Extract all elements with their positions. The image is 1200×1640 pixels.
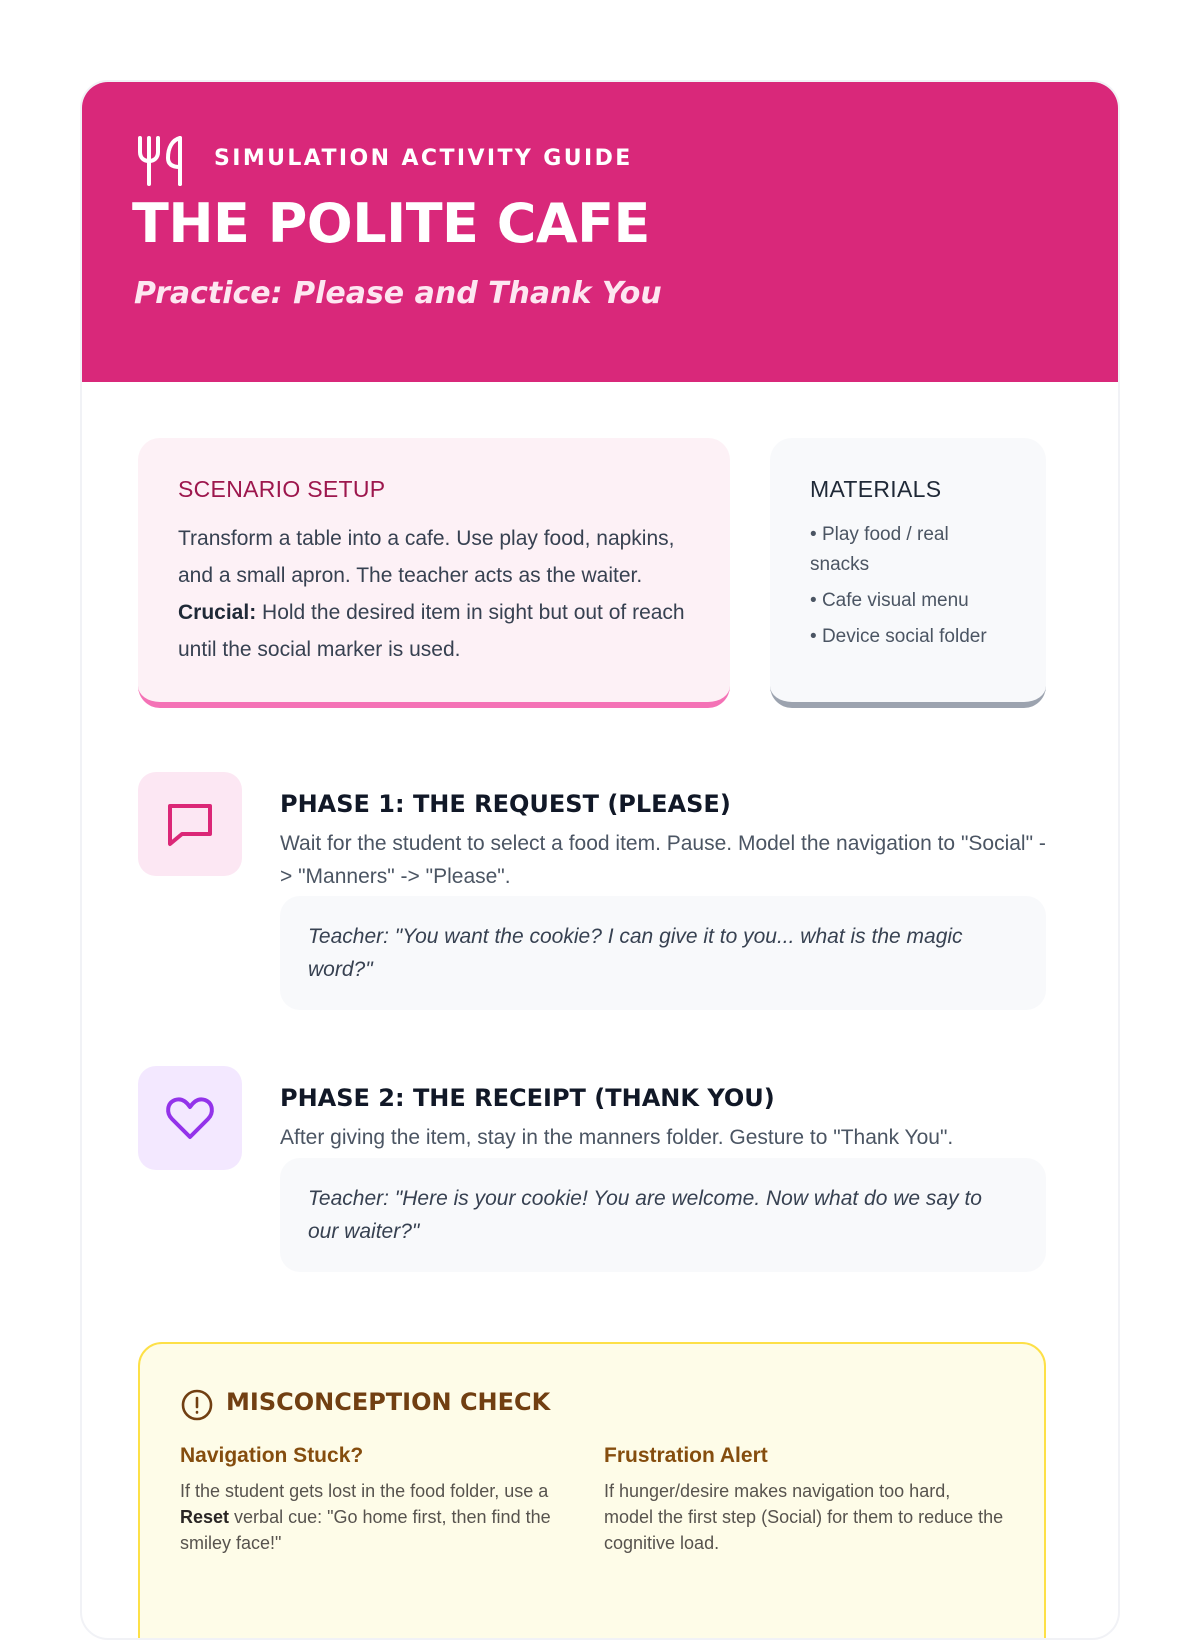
frustration-alert-text: If hunger/desire makes navigation too hard, model the first step (Social) for them to reduce the cognitive load. (604, 1481, 1004, 1553)
phase-1-teacher-quote: Teacher: "You want the cookie? I can give it to you... what is the magic word?" (280, 896, 1046, 1010)
materials-item: • Device social folder (810, 622, 1010, 652)
phase-1-icon-tile (138, 772, 242, 876)
setup-text-part: Transform a table into a cafe. Use play food, napkins, and a small apron. The teacher acts as the waiter. (178, 527, 675, 587)
phase-1-title: PHASE 1: THE REQUEST (PLEASE) (280, 790, 731, 818)
materials-heading: MATERIALS (810, 476, 942, 502)
tip-text-part: verbal cue: "Go home first, then find the smiley face!" (180, 1507, 551, 1553)
page-title: THE POLITE CAFE (132, 192, 650, 255)
navigation-stuck-text (180, 1478, 580, 1556)
materials-list (810, 520, 1010, 658)
setup-text-part: Hold the desired item in sight but out of reach until the social marker is used. (178, 601, 685, 661)
phase-2-description: After giving the item, stay in the manners folder. Gesture to "Thank You". (280, 1126, 954, 1149)
heart-icon (164, 1092, 216, 1144)
materials-item: • Play food / real snacks (810, 520, 1010, 580)
phase-2-icon-tile (138, 1066, 242, 1170)
navigation-stuck-tip (180, 1444, 580, 1556)
header-banner (80, 80, 1120, 382)
alert-circle-icon (180, 1388, 214, 1422)
phase-2-title: PHASE 2: THE RECEIPT (THANK YOU) (280, 1084, 775, 1112)
guide-kicker: SIMULATION ACTIVITY GUIDE (214, 146, 633, 171)
materials-item: • Cafe visual menu (810, 586, 1010, 616)
scenario-setup-panel (138, 438, 730, 708)
scenario-setup-heading: SCENARIO SETUP (178, 476, 386, 502)
frustration-alert-title: Frustration Alert (604, 1444, 768, 1467)
page-subtitle: Practice: Please and Thank You (134, 276, 662, 311)
navigation-stuck-title: Navigation Stuck? (180, 1444, 364, 1467)
misconception-check-panel (138, 1342, 1046, 1640)
phase-1-description: Wait for the student to select a food item. Pause. Model the navigation to "Social" -> "Manners" -> "Please". (280, 832, 1046, 888)
activity-guide-card (80, 80, 1120, 1640)
frustration-alert-tip (604, 1444, 1004, 1556)
scenario-setup-text (178, 520, 698, 668)
tip-text-part: If the student gets lost in the food folder, use a (180, 1481, 549, 1501)
setup-crucial-label: Crucial: (178, 601, 257, 624)
chat-bubble-icon (164, 798, 216, 850)
misconception-title: MISCONCEPTION CHECK (226, 1388, 551, 1416)
phase-2-teacher-quote: Teacher: "Here is your cookie! You are welcome. Now what do we say to our waiter?" (280, 1158, 1046, 1272)
reset-label: Reset (180, 1507, 230, 1527)
materials-panel (770, 438, 1046, 708)
fork-knife-icon (136, 134, 186, 186)
